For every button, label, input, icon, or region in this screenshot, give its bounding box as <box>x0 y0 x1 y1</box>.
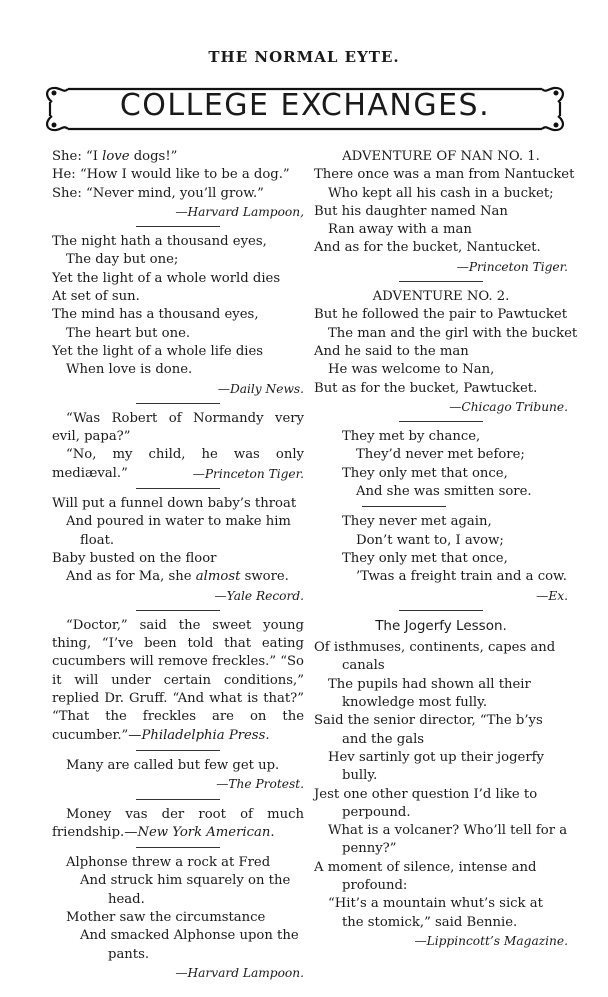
heading: The Jogerfy Lesson. <box>375 617 507 634</box>
attribution: —Lippincott’s Magazine. <box>414 933 568 948</box>
divider <box>399 281 483 282</box>
attribution: —Harvard Lampoon. <box>175 965 304 980</box>
night-poem: The night hath a thousand eyes, The day but one; Yet the light of a whole world dies At set of sun. The mind has a thousand eyes, The heart but one. Yet the light of a whole life dies When love is done. —Daily News. <box>52 233 304 398</box>
money-joke: Money vas der root of much friendship.—New York American. <box>52 806 304 840</box>
right-column <box>314 148 578 950</box>
page-title: COLLEGE EXCHANGES. <box>119 88 491 123</box>
attribution: —The Protest. <box>216 777 304 792</box>
attribution: —Daily News. <box>217 381 304 396</box>
divider <box>136 610 220 611</box>
nan-1-poem: ADVENTURE OF NAN NO. 1. There once was a man from Nantucket Who kept all his cash in a bucket; But his daughter named Nan Ran away with a man And as for the bucket, Nantucket. —Princeton Tiger. <box>314 148 568 276</box>
funnel-poem: Will put a funnel down baby’s throat And poured in water to make him float. Baby busted on the floor And as for Ma, she almost swore. —Yale Record. <box>52 495 304 605</box>
heading: ADVENTURE OF NAN NO. 1. <box>342 149 540 164</box>
divider <box>362 506 446 507</box>
alphonse-poem: Alphonse threw a rock at Fred And struck him squarely on the head. Mother saw the circumstance And smacked Alphonse upon the pants. —Harvard Lampoon. <box>52 854 304 982</box>
nan-2-poem: ADVENTURE NO. 2. But he followed the pair to Pawtucket The man and the girl with the bucket And he said to the man He was welcome to Nan, But as for the bucket, Pawtucket. —Chicago Tribune. <box>314 288 568 416</box>
jogerfy-poem: The Jogerfy Lesson. Of isthmuses, continents, capes and canals The pupils had shown all their knowledge most fully. Said the senior director, “The b’ys and the gals Hev sartinly got up their jogerfy bully. Jest one other question I’d like to perpound. What is a volcaner? Who’ll tell for a penny?” A moment of silence, intense and profound: “Hit’s a mountain whut’s sick at the stomick,” said Bennie. —Lippincott’s Magazine. <box>314 617 568 950</box>
divider <box>136 226 220 227</box>
left-column <box>52 148 304 982</box>
divider <box>399 610 483 611</box>
attribution: —Harvard Lampoon, <box>175 204 304 219</box>
chance-poem: They met by chance, They’d never met before; They only met that once, And she was smitten sore. They never met again, Don’t want to, I avow; They only met that once, ’Twas a freight train and a cow. —Ex. <box>314 428 568 605</box>
attribution: —Ex. <box>536 588 568 603</box>
divider <box>136 847 220 848</box>
divider <box>136 799 220 800</box>
running-head: THE NORMAL EYTE. <box>208 48 400 66</box>
attribution: —Yale Record. <box>214 588 304 603</box>
attribution: —Chicago Tribune. <box>449 399 568 414</box>
divider <box>136 750 220 751</box>
divider <box>136 403 220 404</box>
attribution: —Princeton Tiger. <box>456 259 568 274</box>
title-banner <box>44 84 566 134</box>
heading: ADVENTURE NO. 2. <box>372 289 510 305</box>
divider <box>399 421 483 422</box>
robert-joke: “Was Robert of Normandy very evil, papa?” “No, my child, he was only mediæval.” —Princeton Tiger. <box>52 410 304 481</box>
divider <box>136 488 220 489</box>
dogs-joke: She: “I love dogs!” He: “How I would like to be a dog.” She: “Never mind, you’ll grow.” —Harvard Lampoon, <box>52 148 304 221</box>
doctor-joke: “Doctor,” said the sweet young thing, “I’ve been told that eating cucumbers will remove freckles.” “So it will under certain conditions,” replied Dr. Gruff. “And what is that?” “That the freckles are on the cucumber.”—Philadelphia Press. <box>52 617 304 743</box>
protest-joke: Many are called but few get up. —The Protest. <box>52 757 304 794</box>
